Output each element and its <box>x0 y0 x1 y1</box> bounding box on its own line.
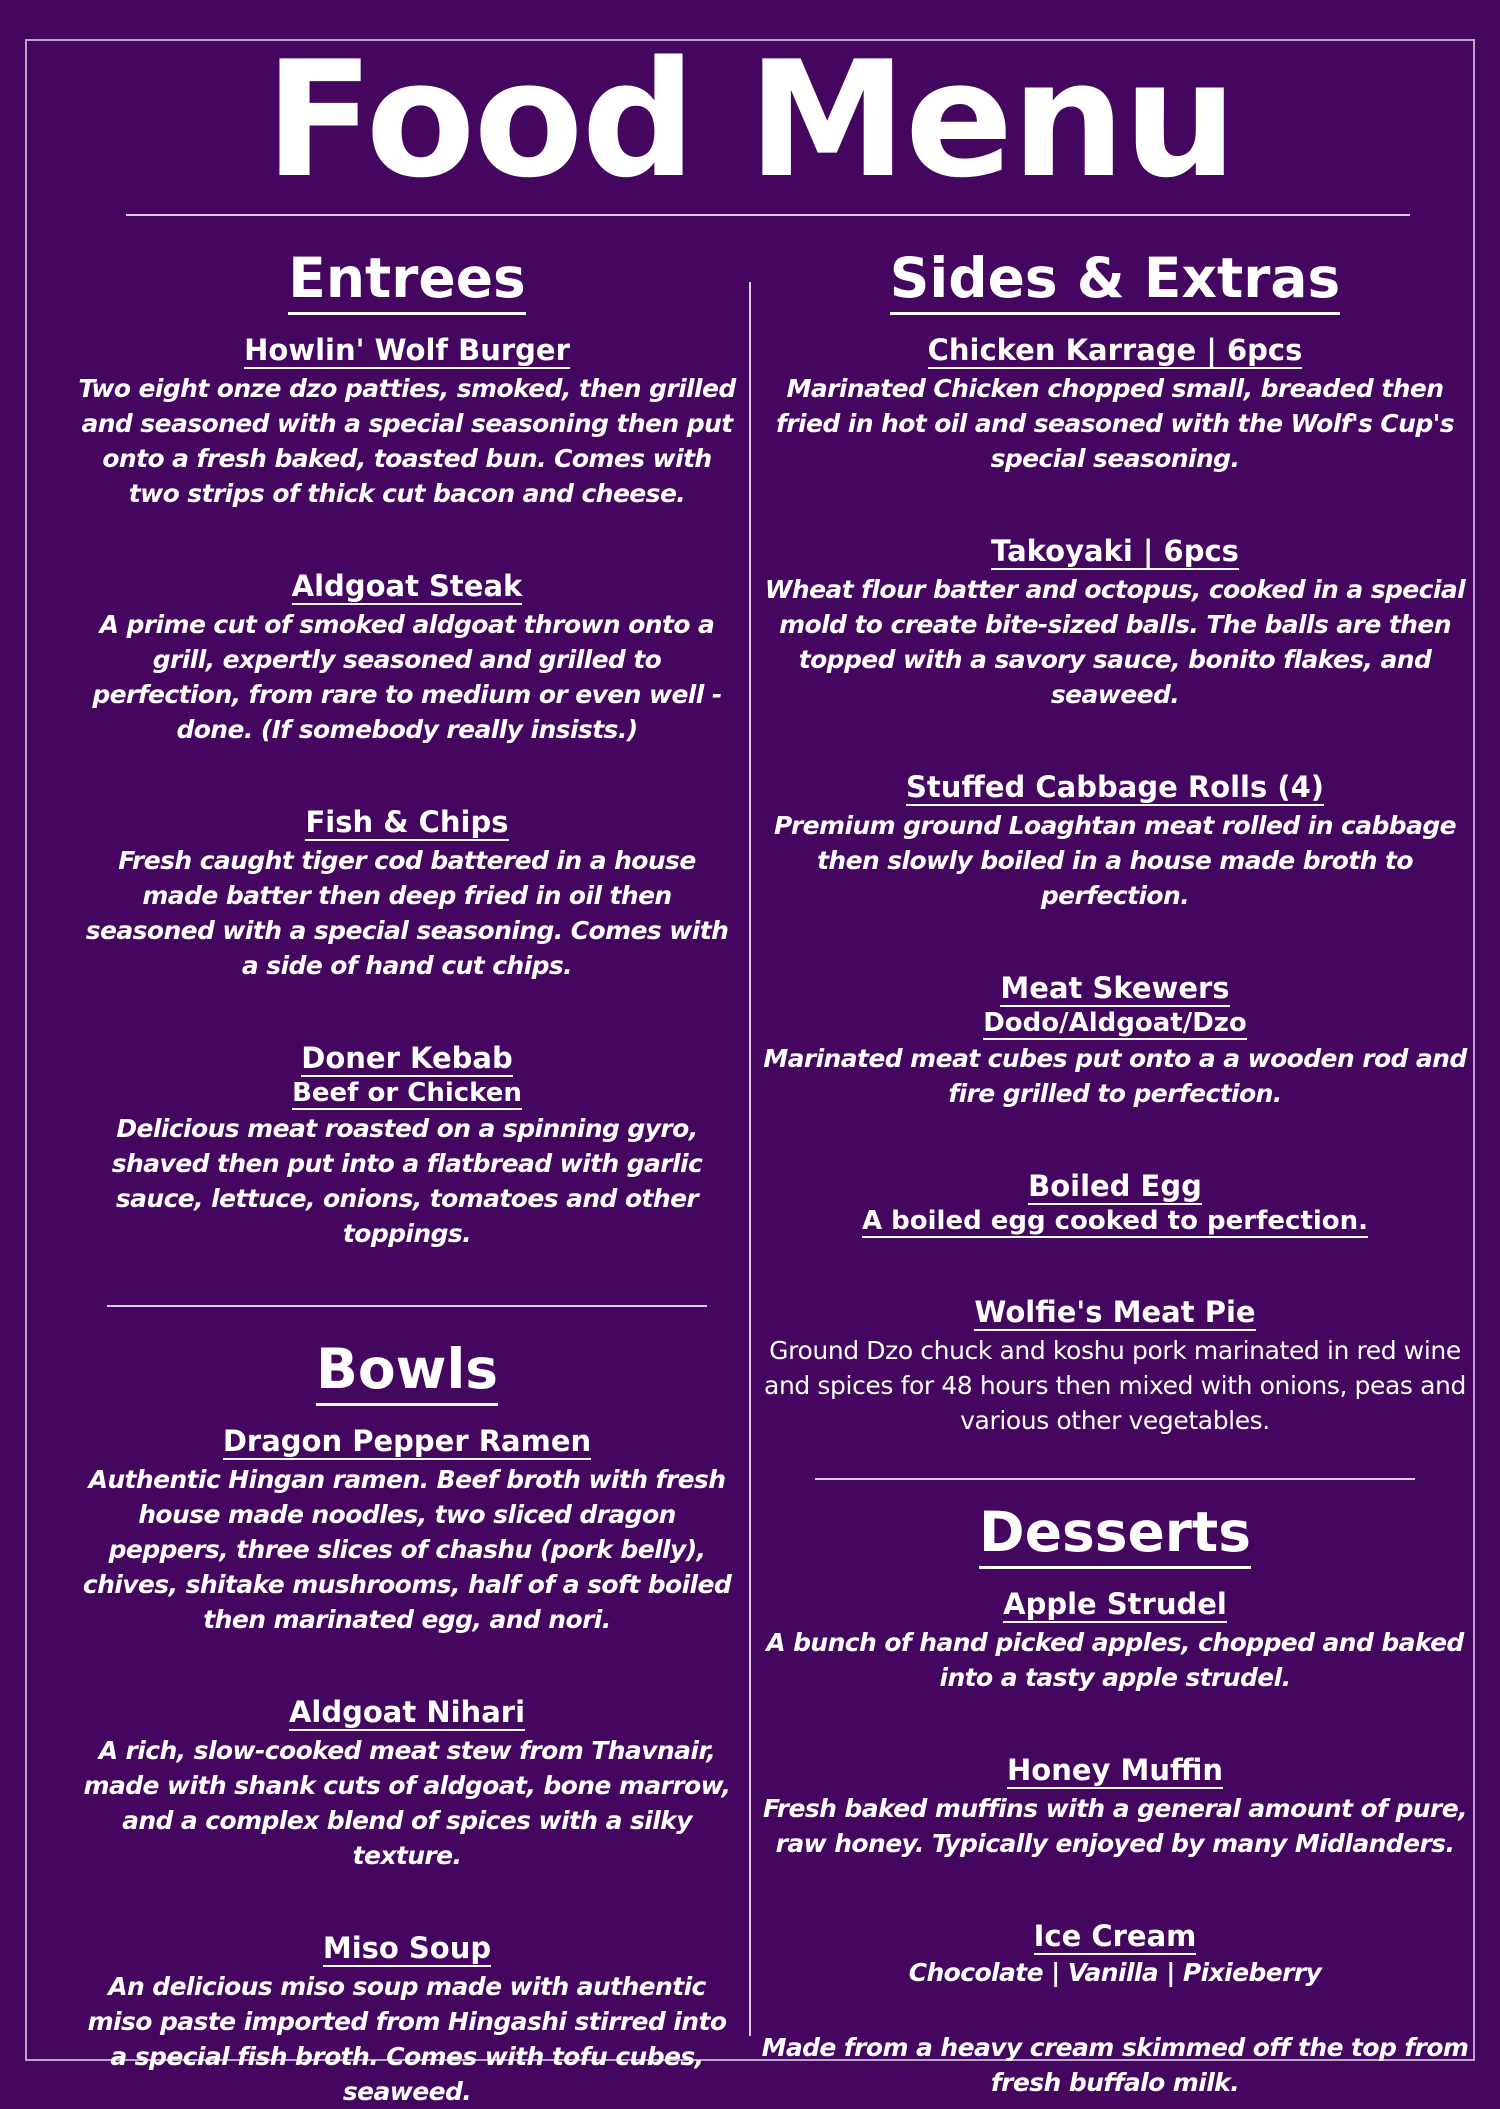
item-description: Marinated Chicken chopped small, breaded then fried in hot oil and seasoned with the Wolf's Cup's special seasoning. <box>776 374 1454 473</box>
menu-item <box>78 333 736 511</box>
item-name: Takoyaki | 6pcs <box>991 534 1239 568</box>
menu-item <box>758 770 1472 913</box>
section-title-sides: Sides & Extras <box>890 246 1340 315</box>
item-description: Delicious meat roasted on a spinning gyro, shaved then put into a flatbread with garlic sauce, lettuce, onions, tomatoes and other toppings. <box>111 1114 703 1248</box>
menu-item <box>78 805 736 983</box>
menu-item <box>758 333 1472 476</box>
item-variant: Beef or Chicken <box>292 1078 522 1108</box>
item-name: Howlin' Wolf Burger <box>244 333 570 367</box>
item-name: Boiled Egg <box>1028 1169 1202 1203</box>
page-title: Food Menu <box>264 26 1236 213</box>
section-desserts <box>758 1500 1472 2100</box>
section-title-bowls: Bowls <box>316 1337 498 1406</box>
right-column <box>758 246 1472 2100</box>
item-name: Honey Muffin <box>1007 1753 1223 1787</box>
item-description: A bunch of hand picked apples, chopped and baked into a tasty apple strudel. <box>766 1628 1464 1692</box>
menu-item <box>758 1295 1472 1438</box>
item-description: Ground Dzo chuck and koshu pork marinated in red wine and spices for 48 hours then mixed with onions, peas and various other vegetables. <box>764 1336 1466 1435</box>
item-description: Two eight onze dzo patties, smoked, then grilled and seasoned with a special seasoning then put onto a fresh baked, toasted bun. Comes with two strips of thick cut bacon and cheese. <box>78 374 736 508</box>
menu-item <box>78 1041 736 1251</box>
column-divider <box>749 282 751 2036</box>
menu-item <box>78 569 736 747</box>
menu-item <box>758 1587 1472 1695</box>
section-title-entrees: Entrees <box>288 246 525 315</box>
item-description: Fresh baked muffins with a general amount of pure, raw honey. Typically enjoyed by many Midlanders. <box>763 1794 1467 1858</box>
title-divider <box>126 214 1410 216</box>
item-name: Chicken Karrage | 6pcs <box>927 333 1303 367</box>
menu-item <box>758 1753 1472 1861</box>
item-description: An delicious miso soup made with authentic miso paste imported from Hingashi stirred into a special fish broth. Comes with tofu cubes, seaweed. <box>87 1972 727 2106</box>
item-description: Fresh caught tiger cod battered in a house made batter then deep fried in oil then seasoned with a special seasoning. Comes with a side of hand cut chips. <box>85 846 729 980</box>
item-name: Dragon Pepper Ramen <box>222 1424 592 1458</box>
menu-item <box>758 1169 1472 1237</box>
item-variant: Chocolate | Vanilla | Pixieberry <box>908 1958 1322 1987</box>
left-column <box>78 246 736 2109</box>
menu-item <box>758 1919 1472 2100</box>
menu-item <box>758 971 1472 1111</box>
menu-item <box>78 1424 736 1637</box>
menu-item <box>78 1931 736 2109</box>
section-entrees <box>78 246 736 1251</box>
section-title-desserts: Desserts <box>979 1500 1251 1569</box>
item-description: Premium ground Loaghtan meat rolled in cabbage then slowly boiled in a house made broth to perfection. <box>774 811 1456 910</box>
section-sides <box>758 246 1472 1438</box>
item-variant: Dodo/Aldgoat/Dzo <box>983 1008 1247 1038</box>
item-name: Doner Kebab <box>301 1041 513 1075</box>
item-name: Meat Skewers <box>1000 971 1230 1005</box>
item-description: Made from a heavy cream skimmed off the top from fresh buffalo milk. <box>761 2033 1469 2097</box>
item-description: A rich, slow-cooked meat stew from Thavnair, made with shank cuts of aldgoat, bone marrow, and a complex blend of spices with a silky texture. <box>83 1736 731 1870</box>
item-name: Ice Cream <box>1033 1919 1197 1953</box>
item-name: Miso Soup <box>322 1931 492 1965</box>
item-description: Marinated meat cubes put onto a a wooden rod and fire grilled to perfection. <box>763 1044 1467 1108</box>
item-name: Stuffed Cabbage Rolls (4) <box>905 770 1325 804</box>
section-bowls <box>78 1337 736 2109</box>
item-name: Wolfie's Meat Pie <box>974 1295 1256 1329</box>
item-description: A prime cut of smoked aldgoat thrown onto a grill, expertly seasoned and grilled to perfection, from rare to medium or even well -done. (If somebody really insists.) <box>92 610 722 744</box>
item-description: A boiled egg cooked to perfection. <box>861 1206 1369 1236</box>
item-description: Authentic Hingan ramen. Beef broth with fresh house made noodles, two sliced dragon peppers, three slices of chashu (pork belly), chives, shitake mushrooms, half of a soft boiled then marinated egg, and nori. <box>82 1465 732 1634</box>
item-name: Aldgoat Steak <box>291 569 523 603</box>
item-name: Apple Strudel <box>1003 1587 1227 1621</box>
menu-item <box>78 1695 736 1873</box>
item-name: Aldgoat Nihari <box>288 1695 526 1729</box>
item-name: Fish & Chips <box>305 805 509 839</box>
item-description: Wheat flour batter and octopus, cooked in a special mold to create bite-sized balls. The balls are then topped with a savory sauce, bonito flakes, and seaweed. <box>764 575 1466 709</box>
menu-item <box>758 534 1472 712</box>
